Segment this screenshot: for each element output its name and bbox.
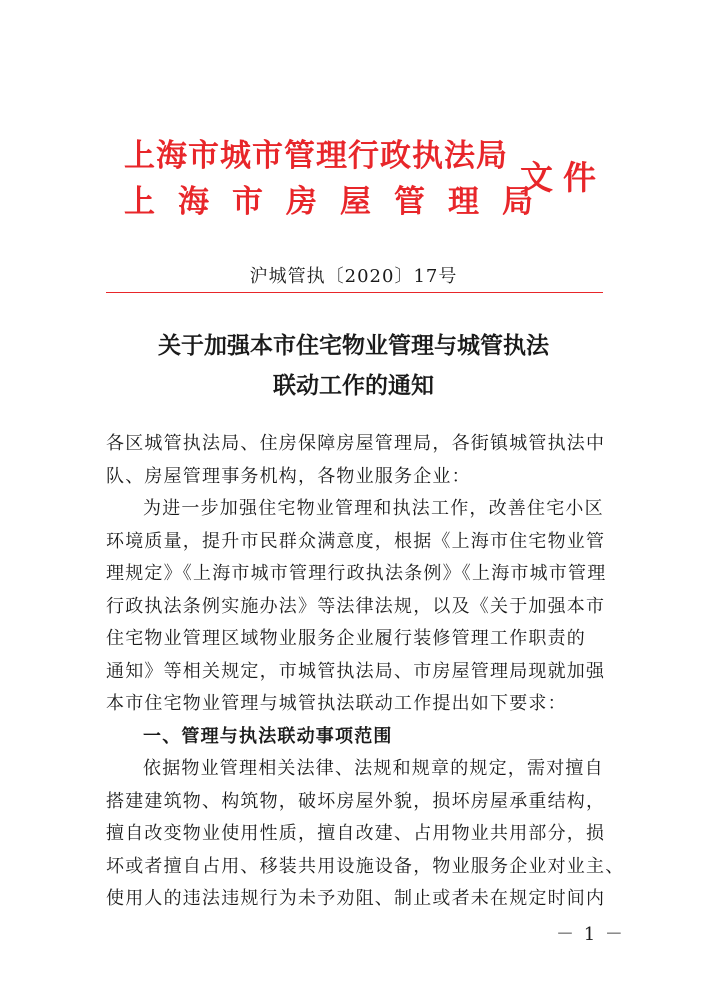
text-line: 环境质量，提升市民群众满意度，根据《上海市住宅物业管 xyxy=(106,530,606,552)
page-number: － 1 － xyxy=(556,924,625,945)
title-line-1: 关于加强本市住宅物业管理与城管执法 xyxy=(158,332,549,359)
text-line: 擅自改变物业使用性质，擅自改建、占用物业共用部分，损 xyxy=(106,823,606,844)
text-line: 搭建建筑物、构筑物，破坏房屋外貌，损坏房屋承重结构， xyxy=(106,790,606,812)
text-line: 住宅物业管理区域物业服务企业履行装修管理工作职责的 xyxy=(106,628,586,649)
text-line: 依据物业管理相关法律、法规和规章的规定，需对擅自 xyxy=(143,758,604,779)
section-1-paragraph xyxy=(106,753,625,916)
title-line-2: 联动工作的通知 xyxy=(273,372,434,399)
text-line: 通知》等相关规定，市城管执法局、市房屋管理局现就加强 xyxy=(106,660,606,682)
text-line: 为进一步加强住宅物业管理和执法工作，改善住宅小区 xyxy=(143,498,604,519)
document-title xyxy=(0,326,707,406)
issuer-block xyxy=(124,133,556,225)
text-line: 各区城管执法局、住房保障房屋管理局，各街镇城管执法中 xyxy=(106,433,606,454)
intro-paragraph xyxy=(106,493,607,721)
red-divider-line xyxy=(106,292,603,293)
text-line: 行政执法条例实施办法》等法律法规，以及《关于加强本市 xyxy=(106,595,606,617)
issuer-urban-management: 上海市城市管理行政执法局 xyxy=(124,138,508,174)
document-body xyxy=(106,428,625,916)
issuer-housing-administration: 上海市房屋管理局 xyxy=(124,184,556,220)
section-heading-text: 一、管理与执法联动事项范围 xyxy=(143,725,393,747)
text-line: 使用人的违法违规行为未予劝阻、制止或者未在规定时间内 xyxy=(106,888,606,909)
text-line: 理规定》《上海市城市管理行政执法条例》《上海市城市管理 xyxy=(106,563,607,584)
text-line: 队、房屋管理事务机构，各物业服务企业： xyxy=(106,465,471,487)
document-type-label: 文件 xyxy=(520,158,606,197)
addressee-paragraph xyxy=(106,428,604,493)
section-1-heading xyxy=(106,721,604,754)
text-line: 坏或者擅自占用、移装共用设施设备，物业服务企业对业主、 xyxy=(106,855,625,877)
text-line: 本市住宅物业管理与城管执法联动工作提出如下要求： xyxy=(106,693,567,714)
document-number: 沪城管执〔2020〕17号 xyxy=(249,266,458,287)
